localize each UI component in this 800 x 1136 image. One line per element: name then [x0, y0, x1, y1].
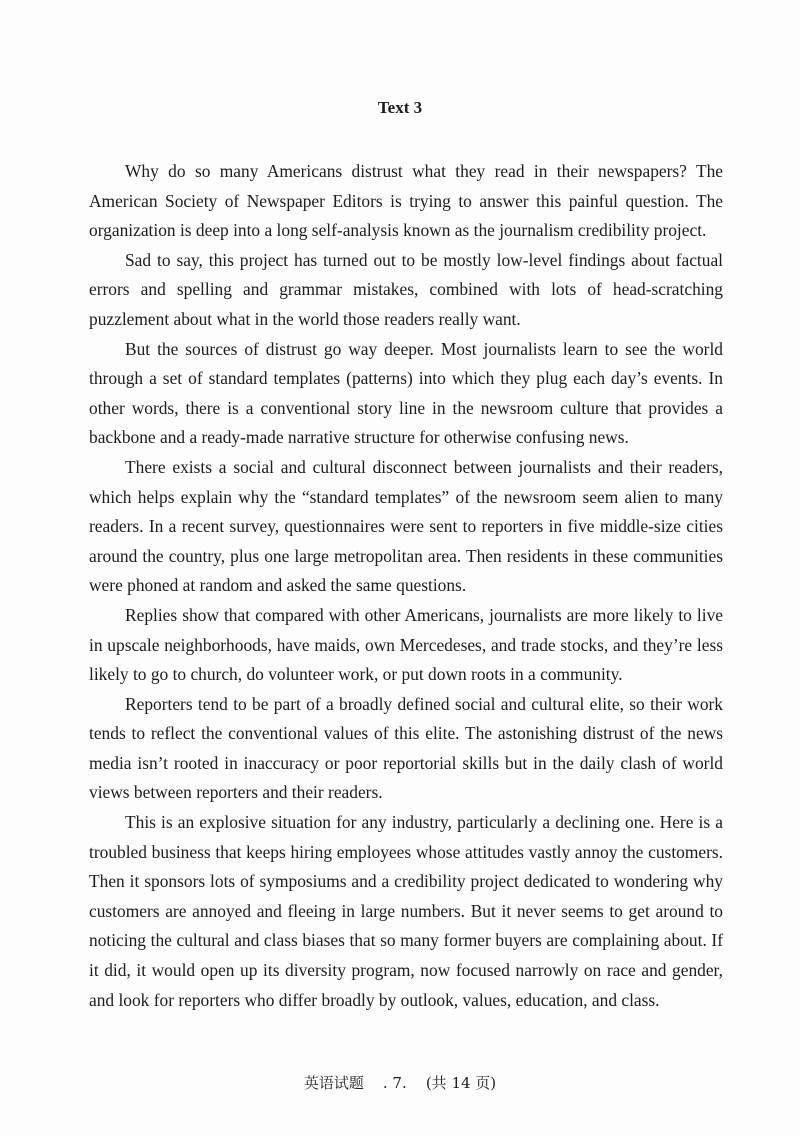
page-footer: 英语试题 . 7. (共 14 页)	[303, 1074, 497, 1092]
paragraph-6: Reporters tend to be part of a broadly defined social and cultural elite, so their work tends to reflect the conventional values of this elite. The astonishing distrust of the news media isn’t rooted in inaccuracy or poor reportorial skills but in the daily clash of world views between reporters and their readers.	[89, 693, 723, 803]
passage-body	[89, 157, 723, 1015]
paragraph-2: Sad to say, this project has turned out to be mostly low-level findings about factual errors and spelling and grammar mistakes, combined with lots of head-scratching puzzlement about what in the world those readers really want.	[89, 249, 723, 329]
paragraph-5: Replies show that compared with other Americans, journalists are more likely to live in upscale neighborhoods, have maids, own Mercedeses, and trade stocks, and they’re less likely to go to church, do volunteer work, or put down roots in a community.	[89, 604, 723, 685]
paragraph-1: Why do so many Americans distrust what they read in their newspapers? The American Society of Newspaper Editors is trying to answer this painful question. The organization is deep into a long self-analysis known as the journalism credibility project.	[89, 161, 723, 241]
paragraph-7: This is an explosive situation for any industry, particularly a declining one. Here is a troubled business that keeps hiring employees whose attitudes vastly annoy the customers. Then it sponsors lots of symposiums and a credibility project dedicated to wondering why customers are annoyed and fleeing in large numbers. But it never seems to get around to noticing the cultural and class biases that so many former buyers are complaining about. If it did, it would open up its diversity program, now focused narrowly on race and gender, and look for reporters who differ broadly by outlook, values, education, and class.	[89, 812, 723, 1010]
passage-title: Text 3	[377, 98, 423, 117]
paragraph-4: There exists a social and cultural disconnect between journalists and their readers, which helps explain why the “standard templates” of the newsroom seem alien to many readers. In a recent survey, questionnaires were sent to reporters in five middle-size cities around the country, plus one large metropolitan area. Then residents in these communities were phoned at random and asked the same questions.	[89, 456, 723, 596]
paragraph-3: But the sources of distrust go way deeper. Most journalists learn to see the world through a set of standard templates (patterns) into which they plug each day’s events. In other words, there is a conventional story line in the newsroom culture that provides a backbone and a ready-made narrative structure for otherwise confusing news.	[89, 338, 723, 448]
